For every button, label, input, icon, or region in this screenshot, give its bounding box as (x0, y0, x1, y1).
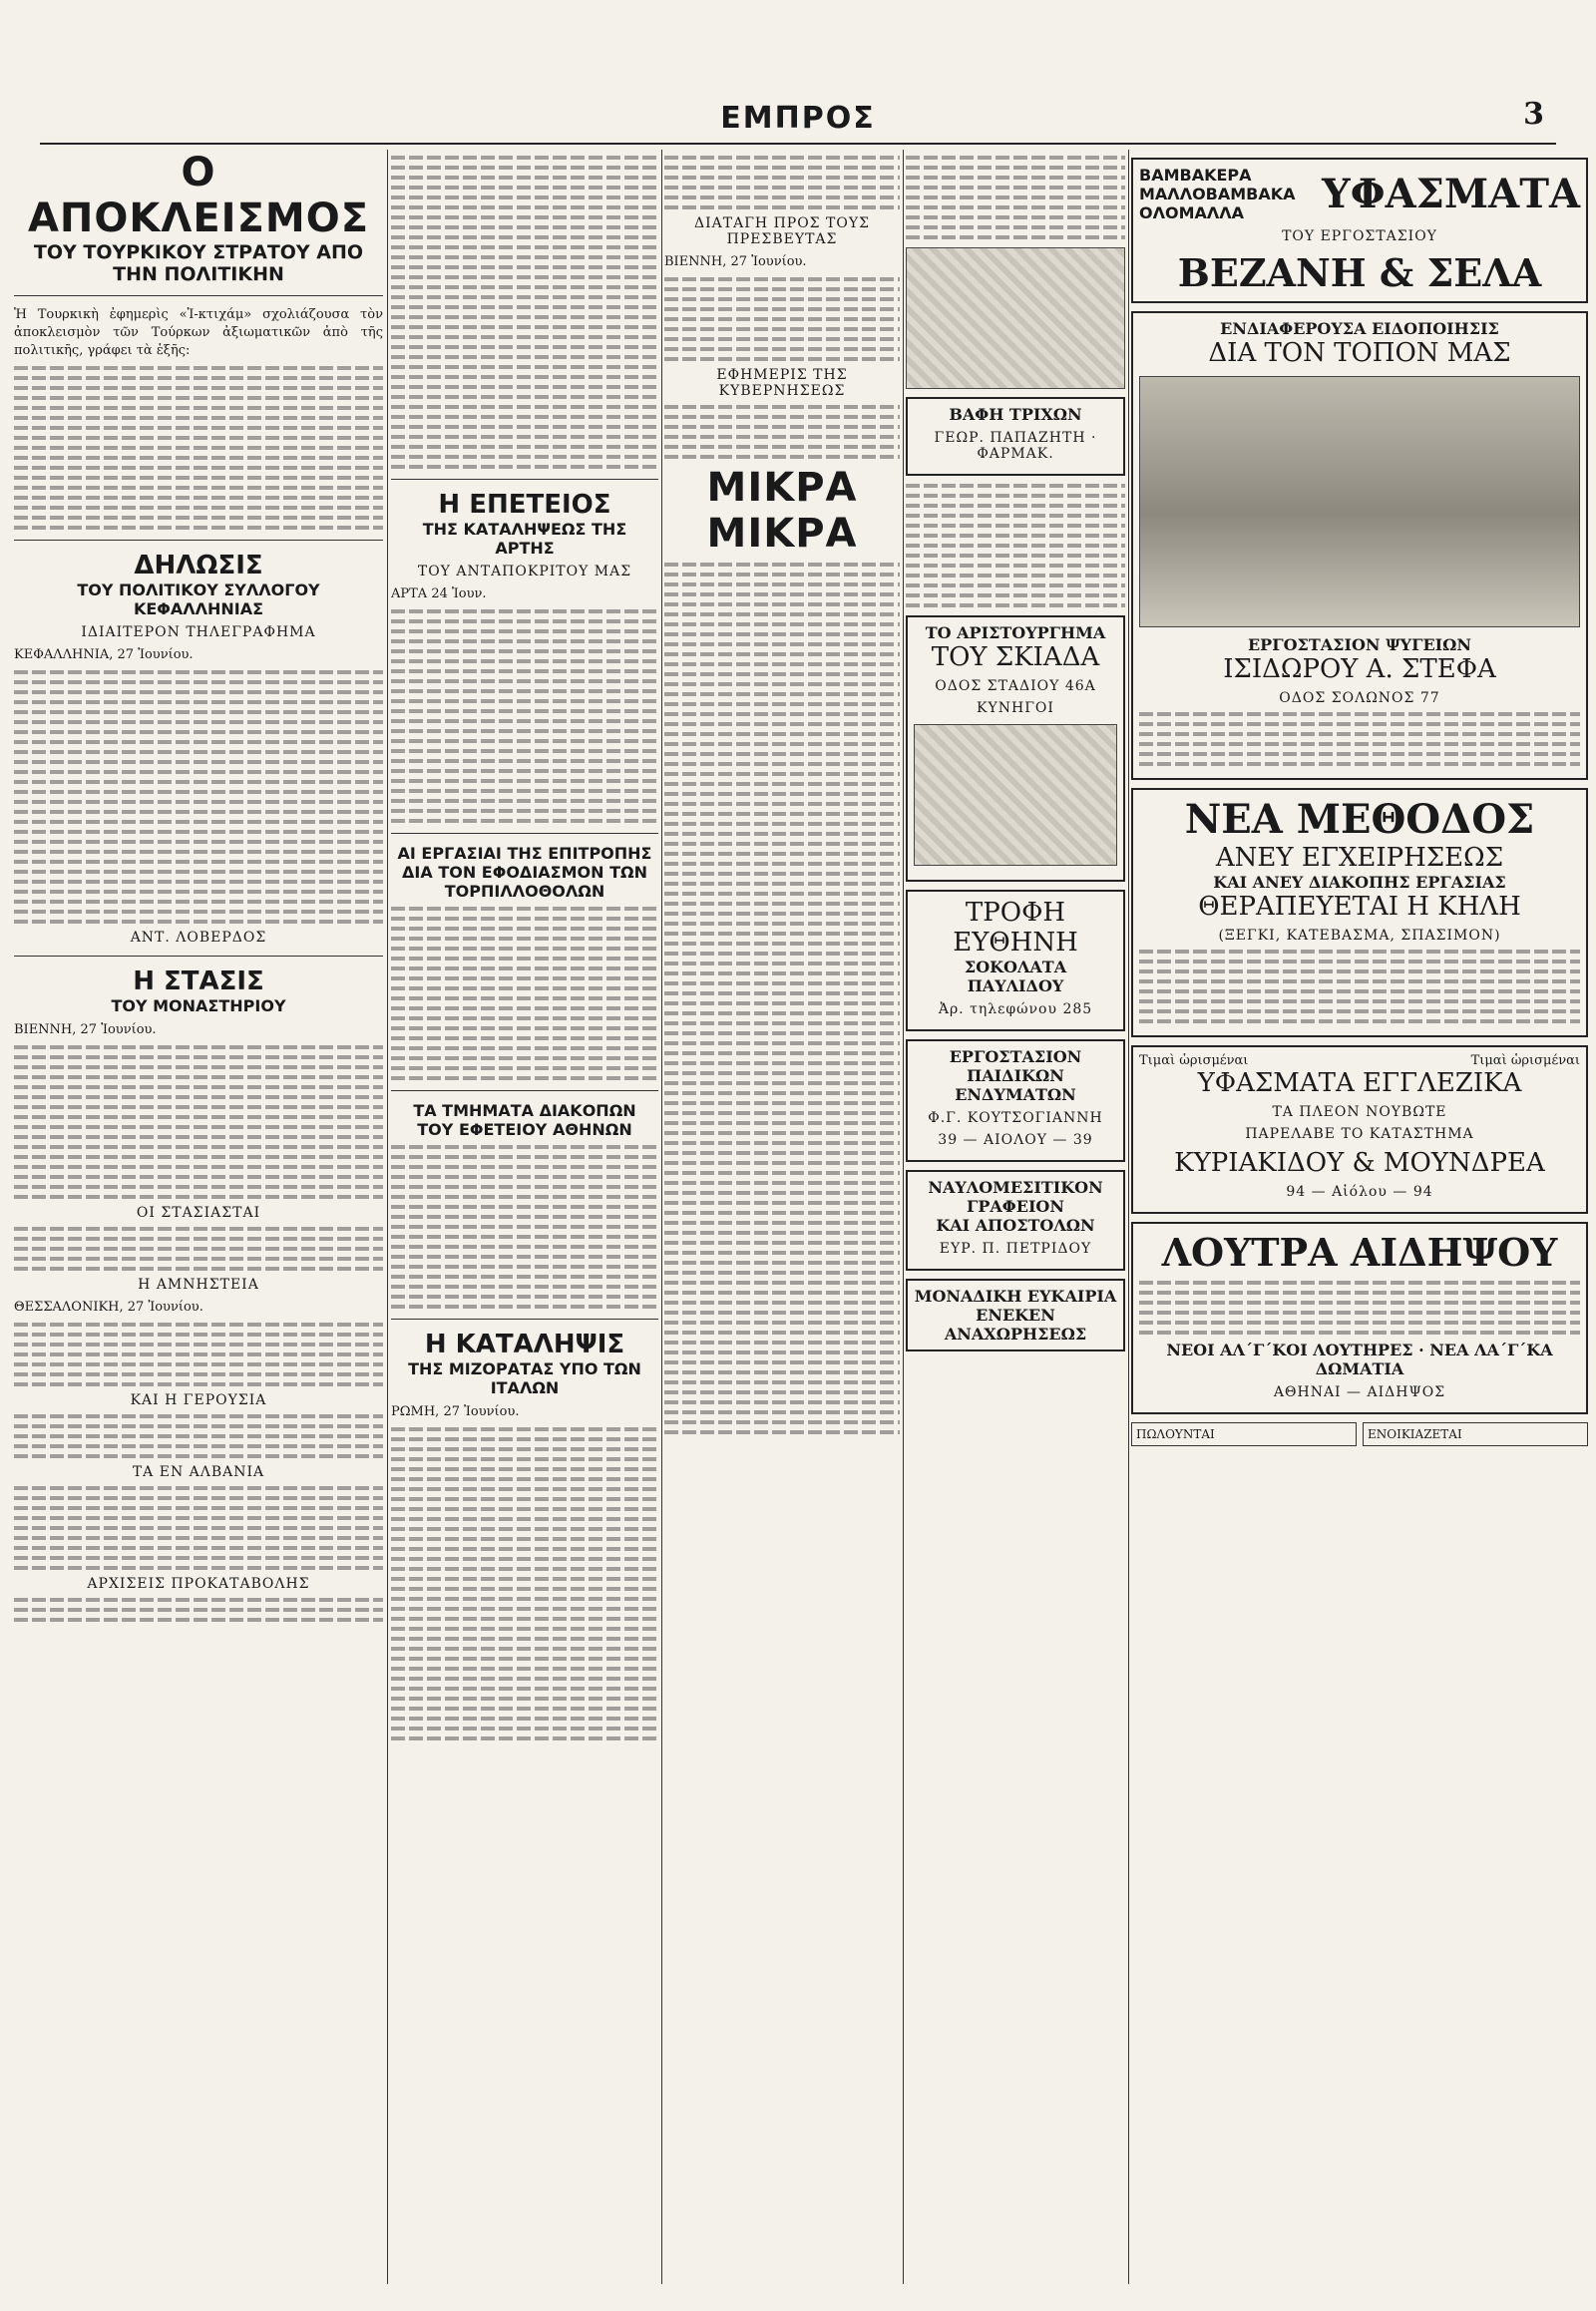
article-body (391, 156, 658, 469)
article-body (391, 609, 658, 823)
headline-tmimata: ΤΑ ΤΜΗΜΑΤΑ ΔΙΑΚΟΠΩΝ (413, 1101, 636, 1120)
ad-body (906, 484, 1125, 607)
column-5 (1131, 150, 1588, 2284)
kicker: ΙΔΙΑΙΤΕΡΟΝ ΤΗΛΕΓΡΑΦΗΜΑ (81, 624, 316, 640)
dateline: ΒΙΕΝΝΗ, 27 Ἰουνίου. (14, 1022, 157, 1037)
article-body (14, 1414, 383, 1458)
page-number: 3 (1523, 97, 1544, 132)
ad-title: ΤΡΟΦΗ ΕΥΘΗΝΗ (953, 898, 1078, 958)
headline-epeteios: Η ΕΠΕΤΕΙΟΣ (438, 490, 611, 520)
ad-subtitle: (ΞΕΓΚΙ, ΚΑΤΕΒΑΣΜΑ, ΣΠΑΣΙΜΟΝ) (1218, 928, 1501, 944)
ad-subtitle: ΚΑΙ ΑΝΕΥ ΔΙΑΚΟΠΗΣ ΕΡΓΑΣΙΑΣ (1213, 873, 1506, 892)
ad-from: ΤΟΥ ΕΡΓΟΣΤΑΣΙΟΥ (1282, 228, 1437, 244)
ad-aidipsos-baths (1131, 1222, 1588, 1414)
subhead-apokleismos: ΤΟΥ ΤΟΥΡΚΙΚΟΥ ΣΤΡΑΤΟΥ ΑΠΟ ΤΗΝ ΠΟΛΙΤΙΚΗΝ (33, 241, 364, 285)
price-note: Τιμαὶ ὡρισμέναι (1139, 1053, 1249, 1068)
ad-title: ΥΦΑΣΜΑΤΑ (1322, 171, 1580, 217)
kicker: ΤΑ ΕΝ ΑΛΒΑΝΙΑ (132, 1464, 265, 1480)
ad-subtitle: ΔΙΑ ΤΟΝ ΤΟΠΟΝ ΜΑΣ (1208, 338, 1511, 368)
ad-line: ΝΕΟΙ ΑΛ΄Γ΄ΚΟΙ ΛΟΥΤΗΡΕΣ · ΝΕΑ ΛΑ΄Γ΄ΚΑ ΔΩΜΑΤΙΑ (1166, 1341, 1553, 1378)
dateline: ΒΙΕΝΝΗ, 27 Ἰουνίου. (664, 254, 807, 269)
headline-ergasiai: ΑΙ ΕΡΓΑΣΙΑΙ ΤΗΣ ΕΠΙΤΡΟΠΗΣ (397, 844, 652, 863)
ad-title: ΥΦΑΣΜΑΤΑ ΕΓΓΛΕΖΙΚΑ (1197, 1068, 1522, 1098)
headline-stasis: Η ΣΤΑΣΙΣ (133, 966, 264, 996)
kicker: ΟΙ ΣΤΑΣΙΑΣΤΑΙ (136, 1205, 261, 1221)
divider (14, 295, 383, 296)
subhead-tmimata: ΤΟΥ ΕΦΕΤΕΙΟΥ ΑΘΗΝΩΝ (417, 1120, 632, 1139)
kicker: ΤΟΥ ΑΝΤΑΠΟΚΡΙΤΟΥ ΜΑΣ (417, 564, 632, 579)
article-body (391, 907, 658, 1080)
ad-title: ΛΟΥΤΡΑ ΑΙΔΗΨΟΥ (1161, 1230, 1558, 1275)
headline-katalipsis: Η ΚΑΤΑΛΗΨΙΣ (424, 1330, 625, 1359)
ad-hernia-treatment (1131, 788, 1588, 1037)
ad-title: ΜΟΝΑΔΙΚΗ ΕΥΚΑΙΡΙΑ (914, 1287, 1117, 1306)
headline-dilosis: ΔΗΛΩΣΙΣ (134, 551, 263, 580)
headline-mikra-repeat: ΜΙΚΡΑ (706, 511, 858, 557)
article-signature: ΑΝΤ. ΛΟΒΕΡΔΟΣ (130, 930, 267, 946)
divider (391, 479, 658, 480)
column-4 (906, 150, 1125, 2284)
ad-address: ΟΔΟΣ ΣΤΑΔΙΟΥ 46Α (935, 678, 1096, 694)
ad-chocolate (906, 890, 1125, 1031)
ad-title: ΝΕΑ ΜΕΘΟΔΟΣ (1184, 796, 1535, 843)
ad-unique-opportunity (906, 1279, 1125, 1351)
ad-skiadas (906, 615, 1125, 882)
ad-name: Φ.Γ. ΚΟΥΤΣΟΓΙΑΝΝΗ (928, 1110, 1103, 1126)
article-body (14, 1486, 383, 1570)
ad-brand: ΚΥΡΙΑΚΙΔΟΥ & ΜΟΥΝΔΡΕΑ (1174, 1148, 1545, 1178)
ad-body (1139, 712, 1580, 766)
ad-title: ΝΑΥΛΟΜΕΣΙΤΙΚΟΝ ΓΡΑΦΕΙΟΝ (928, 1178, 1103, 1216)
ad-body (1139, 1281, 1580, 1335)
subhead-epeteios: ΤΗΣ ΚΑΤΑΛΗΨΕΩΣ ΤΗΣ ΑΡΤΗΣ (422, 520, 627, 558)
ad-line: ΠΑΡΕΛΑΒΕ ΤΟ ΚΑΤΑΣΤΗΜΑ (1245, 1126, 1474, 1142)
column-rule (661, 150, 662, 2284)
portrait-illustration (906, 247, 1125, 389)
ad-title-2: ΕΡΓΟΣΤΑΣΙΟΝ ΨΥΓΕΙΩΝ (1247, 635, 1472, 654)
kicker: Η ΑΜΝΗΣΤΕΙΑ (138, 1277, 259, 1293)
article-body (14, 1323, 383, 1386)
ad-subtitle: ΤΑ ΠΛΕΟΝ ΝΟΥΒΩΤΕ (1272, 1104, 1447, 1120)
article-body (391, 1427, 658, 1740)
ad-subtitle: ΤΟΥ ΣΚΙΑΔΑ (931, 642, 1100, 672)
dateline: ΑΡΤΑ 24 Ἰουν. (391, 586, 487, 601)
ad-hair-dye (906, 397, 1125, 476)
ad-brand: ΒΕΖΑΝΗ & ΣΕΛΑ (1177, 250, 1542, 295)
hunter-illustration (914, 724, 1117, 866)
subhead-stasis: ΤΟΥ ΜΟΝΑΣΤΗΡΙΟΥ (111, 996, 286, 1015)
ad-kicker: ΚΥΝΗΓΟΙ (977, 700, 1054, 716)
ad-title: ΕΝΔΙΑΦΕΡΟΥΣΑ ΕΙΔΟΠΟΙΗΣΙΣ (1220, 319, 1499, 338)
article-lead: Ἡ Τουρκικὴ ἐφημερὶς «Ἰ-κτιχάμ» σχολιάζουσα τὸν ἀποκλεισμὸν τῶν Τούρκων ἀξιωματικῶν ἀπὸ τῆς πολιτικῆς, γράφει τὰ ἑξῆς: (14, 307, 383, 358)
ad-subtitle: ΚΑΙ ΑΠΟΣΤΟΛΩΝ (936, 1216, 1095, 1235)
ad-body (1139, 950, 1580, 1023)
kicker: ΚΑΙ Η ΓΕΡΟΥΣΙΑ (130, 1392, 267, 1408)
article-body (14, 1045, 383, 1199)
fabric-type: ΟΛΟΜΑΛΛΑ (1139, 203, 1245, 222)
article-body (664, 563, 900, 1434)
headline-apokleismos: Ο ΑΠΟΚΛΕΙΣΜΟΣ (27, 150, 370, 241)
ad-title: ΒΑΦΗ ΤΡΙΧΩΝ (949, 405, 1082, 424)
kicker: ΕΦΗΜΕΡΙΣ ΤΗΣ ΚΥΒΕΡΝΗΣΕΩΣ (716, 367, 848, 399)
column-3 (664, 150, 900, 2284)
classified-left: ΠΩΛΟΥΝΤΑΙ (1131, 1422, 1357, 1446)
column-1 (14, 150, 383, 2284)
ad-line-2: ΑΘΗΝΑΙ — ΑΙΔΗΨΟΣ (1273, 1384, 1446, 1400)
dateline: ΚΕΦΑΛΛΗΝΙΑ, 27 Ἰουνίου. (14, 647, 194, 662)
ad-title: ΤΟ ΑΡΙΣΤΟΥΡΓΗΜΑ (925, 623, 1106, 642)
masthead-title: ΕΜΠΡΟΣ (720, 101, 876, 136)
article-body (906, 156, 1125, 239)
ad-subtitle: ΣΟΚΟΛΑΤΑ ΠΑΥΛΙΔΟΥ (964, 958, 1067, 995)
headline-mikra: ΜΙΚΡΑ (706, 465, 858, 511)
ad-address: 94 — Αἰόλου — 94 (1286, 1184, 1433, 1200)
ad-name: ΕΥΡ. Π. ΠΕΤΡΙΔΟΥ (939, 1241, 1092, 1257)
ad-subtitle: ΠΑΙΔΙΚΩΝ ΕΝΔΥΜΑΤΩΝ (955, 1066, 1076, 1104)
ad-phone: Ἀρ. τηλεφώνου 285 (938, 1001, 1093, 1017)
ad-address: ΟΔΟΣ ΣΟΛΩΝΟΣ 77 (1279, 690, 1440, 706)
divider (391, 1319, 658, 1320)
divider (14, 956, 383, 957)
column-rule (903, 150, 904, 2284)
article-body (14, 1598, 383, 1622)
article-body (664, 277, 900, 361)
ad-name: ΙΣΙΔΩΡΟΥ Α. ΣΤΕΦΑ (1223, 654, 1496, 684)
ad-subtitle: ΓΕΩΡ. ΠΑΠΑΖΗΤΗ · ΦΑΡΜΑΚ. (934, 430, 1097, 462)
furniture-photo (1139, 376, 1580, 627)
ad-title: ΕΡΓΟΣΤΑΣΙΟΝ (949, 1047, 1082, 1066)
divider (391, 1090, 658, 1091)
ad-childrens-clothing (906, 1039, 1125, 1162)
subhead-dilosis: ΤΟΥ ΠΟΛΙΤΙΚΟΥ ΣΥΛΛΟΓΟΥ ΚΕΦΑΛΛΗΝΙΑΣ (77, 580, 320, 618)
dateline: ΘΕΣΣΑΛΟΝΙΚΗ, 27 Ἰουνίου. (14, 1300, 203, 1315)
classifieds (1131, 1422, 1588, 1446)
ad-fabrics-vezani (1131, 158, 1588, 303)
article-body (664, 156, 900, 209)
subhead-katalipsis: ΤΗΣ ΜΙΖΟΡΑΤΑΣ ΥΠΟ ΤΩΝ ΙΤΑΛΩΝ (408, 1359, 641, 1397)
ad-subtitle: ΑΝΕΥ ΕΓΧΕΙΡΗΣΕΩΣ (1215, 843, 1504, 873)
kicker: ΔΙΑΤΑΓΗ ΠΡΟΣ ΤΟΥΣ ΠΡΕΣΒΕΥΤΑΣ (694, 215, 870, 247)
column-rule (1128, 150, 1129, 2284)
dateline: ΡΩΜΗ, 27 Ἰουνίου. (391, 1404, 520, 1419)
article-body (14, 1227, 383, 1271)
ad-subtitle: ΘΕΡΑΠΕΥΕΤΑΙ Η ΚΗΛΗ (1198, 892, 1521, 922)
subhead-ergasiai: ΔΙΑ ΤΟΝ ΕΦΟΔΙΑΣΜΟΝ ΤΩΝ ΤΟΡΠΙΛΛΟΘΟΛΩΝ (402, 863, 647, 901)
article-body (14, 366, 383, 530)
divider (14, 540, 383, 541)
fabric-type: ΜΑΛΛΟΒΑΜΒΑΚΑ (1139, 185, 1296, 203)
ad-shipping-office (906, 1170, 1125, 1271)
divider (391, 833, 658, 834)
price-note: Τιμαὶ ὡρισμέναι (1470, 1053, 1580, 1068)
masthead (40, 95, 1556, 145)
column-2 (391, 150, 658, 2284)
classified-right: ΕΝΟΙΚΙΑΖΕΤΑΙ (1363, 1422, 1588, 1446)
ad-english-fabrics (1131, 1045, 1588, 1214)
article-body (14, 670, 383, 924)
ad-subtitle: ΕΝΕΚΕΝ ΑΝΑΧΩΡΗΣΕΩΣ (944, 1306, 1087, 1344)
fabric-type: ΒΑΜΒΑΚΕΡΑ (1139, 166, 1252, 185)
column-rule (387, 150, 388, 2284)
article-body (664, 405, 900, 459)
kicker: ΑΡΧΙΣΕΙΣ ΠΡΟΚΑΤΑΒΟΛΗΣ (87, 1576, 310, 1592)
ad-furniture-notice (1131, 311, 1588, 780)
article-body (391, 1145, 658, 1309)
ad-address: 39 — ΑΙΟΛΟΥ — 39 (938, 1132, 1093, 1148)
